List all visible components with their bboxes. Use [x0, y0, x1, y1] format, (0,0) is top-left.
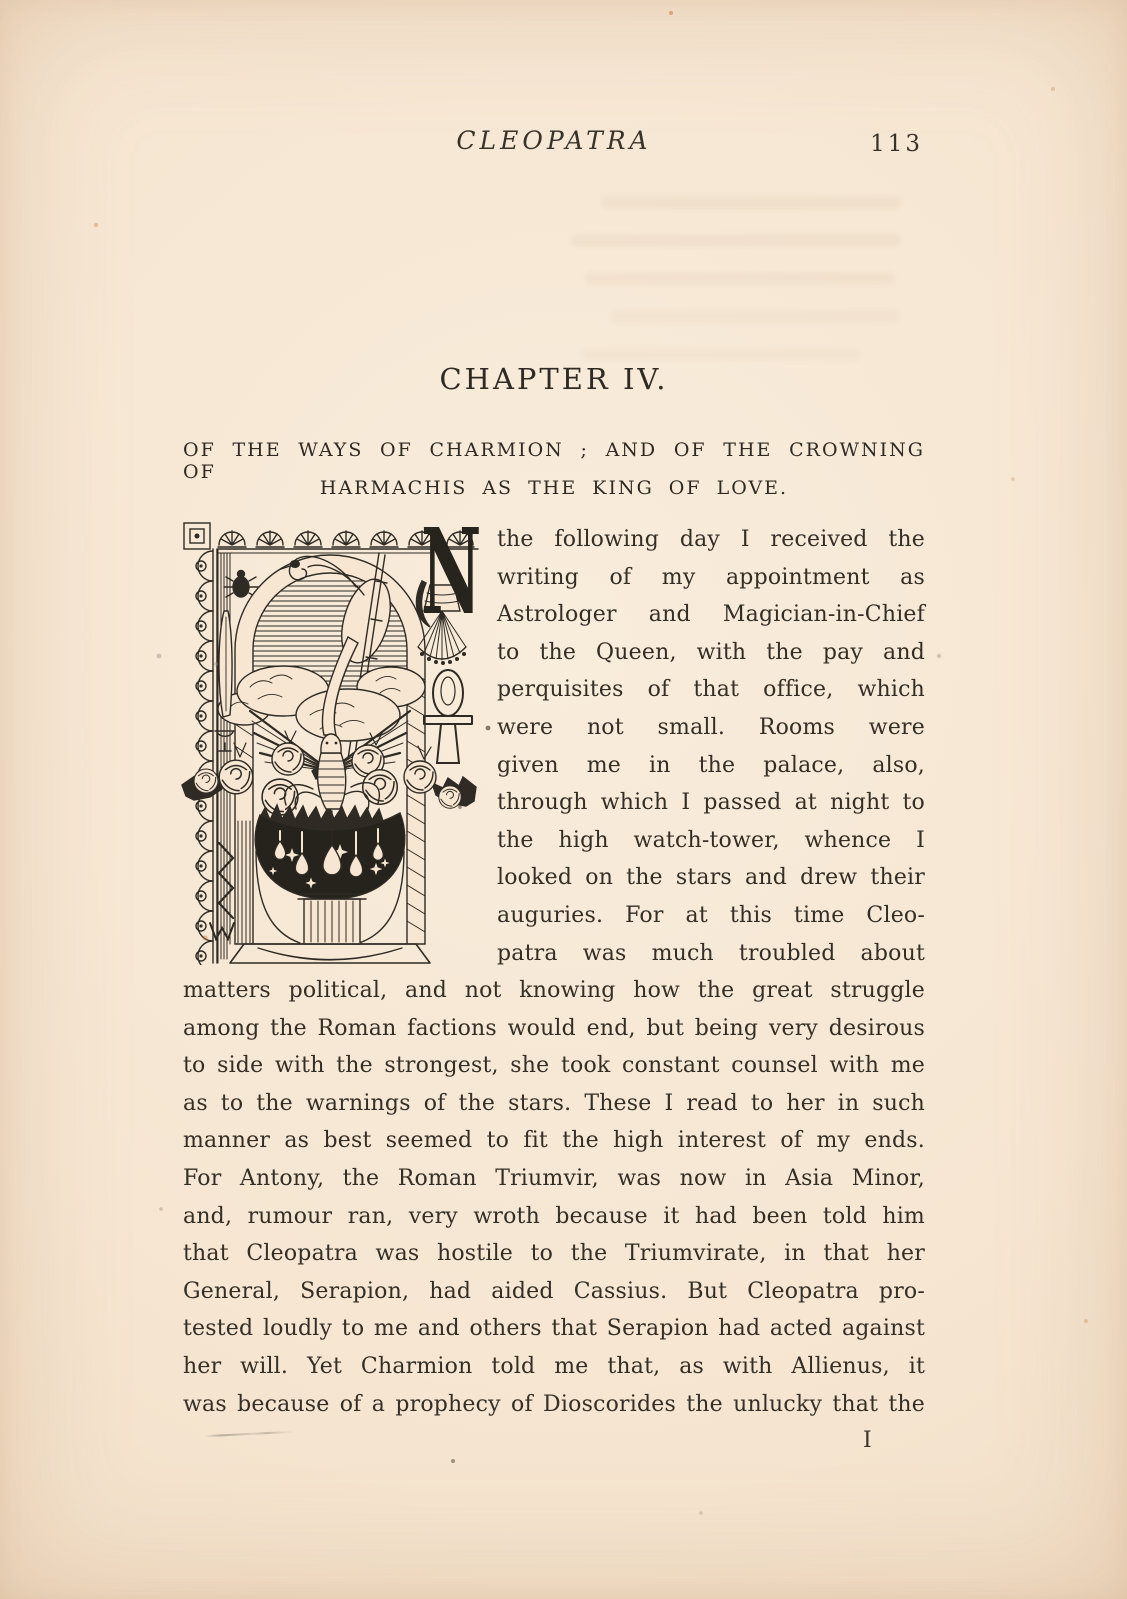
text-line: auguries. For at this time Cleo-	[497, 902, 925, 928]
pencil-mark	[205, 1431, 293, 1438]
text-line: perquisites of that office, which	[497, 677, 925, 703]
text-block	[183, 0, 925, 1599]
text-line: Astrologer and Magician-in-Chief	[497, 602, 925, 628]
text-line: and, rumour ran, very wroth because it had been told him	[183, 1203, 925, 1229]
text-line: given me in the palace, also,	[497, 752, 925, 778]
text-line: among the Roman factions would end, but being very desirous	[183, 1015, 925, 1041]
text-line: writing of my appointment as	[497, 564, 925, 590]
ankh-icon	[424, 670, 472, 763]
text-line: the following day I received the	[497, 527, 925, 552]
base-platform	[230, 944, 430, 963]
text-line: to the Queen, with the pay and	[497, 639, 925, 665]
chapter-heading: CHAPTER IV.	[439, 362, 669, 396]
text-line: patra was much troubled about	[497, 940, 925, 966]
chapter-subtitle-line1: OF THE WAYS OF CHARMION ; AND OF THE CROWNING OF	[183, 439, 925, 483]
text-line: as to the warnings of the stars. These I read to her in such	[183, 1090, 925, 1116]
chapter-subtitle-line2: HARMACHIS AS THE KING OF LOVE.	[319, 477, 789, 499]
text-line: were not small. Rooms were	[497, 714, 925, 740]
show-through-ghost-text	[571, 190, 927, 370]
text-line: tested loudly to me and others that Serapion had acted against	[183, 1316, 925, 1342]
knife-ornament	[219, 611, 232, 717]
scallop-border	[184, 523, 217, 965]
scarab-icon	[224, 571, 258, 598]
running-head: CLEOPATRA	[456, 126, 652, 155]
text-line: that Cleopatra was hostile to the Triumvirate, in that her	[183, 1241, 925, 1267]
text-line: For Antony, the Roman Triumvir, was now in Asia Minor,	[183, 1165, 925, 1191]
text-line: was because of a prophecy of Dioscorides the unlucky that the	[183, 1391, 925, 1417]
text-line: manner as best seemed to fit the high interest of my ends.	[183, 1128, 925, 1154]
drop-cap-letter-n: N	[421, 502, 482, 641]
text-line: looked on the stars and drew their	[497, 865, 925, 891]
body-text-wrapped-column	[497, 521, 925, 972]
text-line: the high watch-tower, whence I	[497, 827, 925, 853]
text-line: to side with the strongest, she took constant counsel with me	[183, 1053, 925, 1079]
signature-mark: I	[863, 1428, 872, 1453]
pedestal	[298, 894, 366, 944]
text-line: General, Serapion, had aided Cassius. But Cleopatra pro-	[183, 1278, 925, 1304]
text-line: matters political, and not knowing how the great struggle	[183, 978, 925, 1003]
page-number: 113	[870, 131, 923, 157]
body-text-full-width	[183, 972, 925, 1423]
paper-speckles	[0, 0, 2, 2]
text-line: her will. Yet Charmion told me that, as with Allienus, it	[183, 1353, 925, 1379]
text-line: through which I passed at night to	[497, 790, 925, 816]
